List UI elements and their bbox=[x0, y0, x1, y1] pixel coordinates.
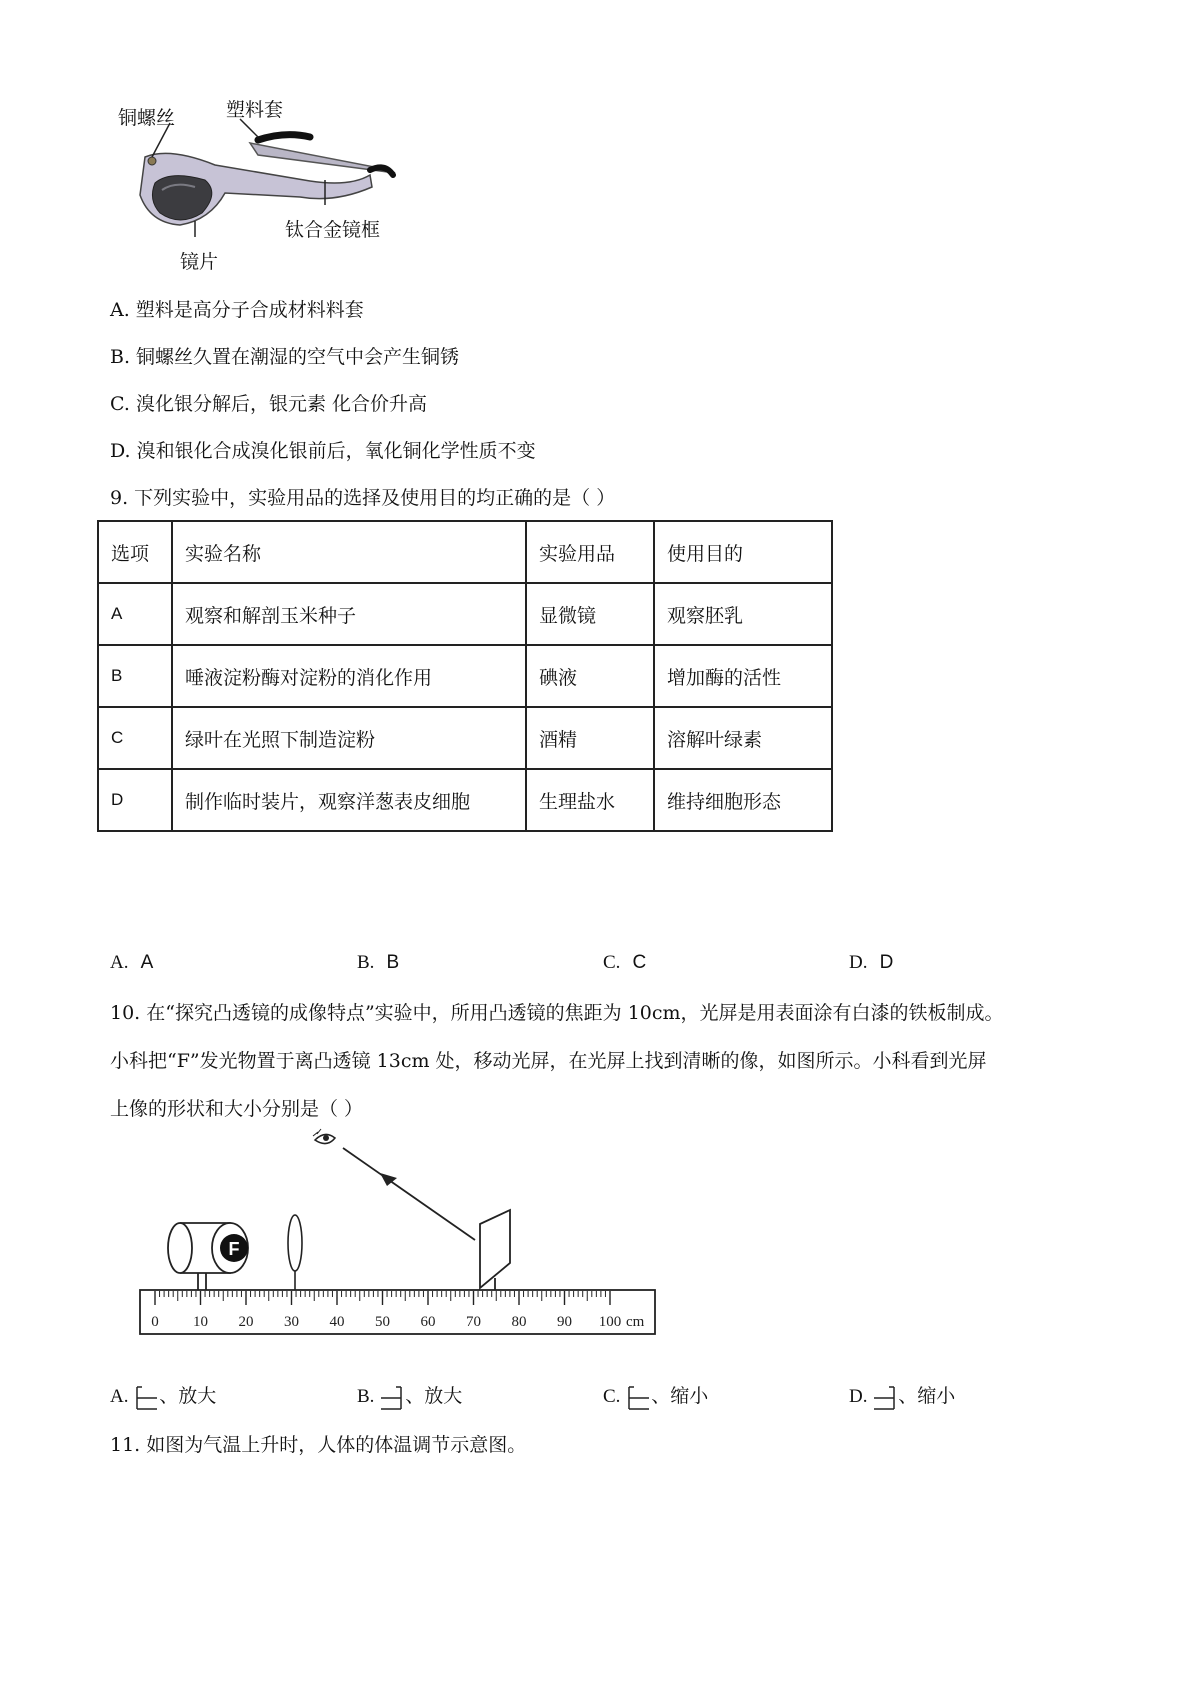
table-cell: A bbox=[98, 583, 172, 645]
ruler-tick-label: 20 bbox=[238, 1314, 254, 1330]
table-cell: 观察胚乳 bbox=[654, 583, 832, 645]
table-cell: D bbox=[98, 769, 172, 831]
ruler-tick-label: 50 bbox=[375, 1314, 390, 1330]
q10-stem-line1: 10. 在“探究凸透镜的成像特点”实验中，所用凸透镜的焦距为 10cm，光屏是用表面涂有白漆的铁板制成。 bbox=[110, 1002, 1004, 1024]
eye-icon bbox=[313, 1129, 335, 1144]
q9-choice-b[interactable] bbox=[357, 951, 399, 974]
ruler-tick-label: 90 bbox=[557, 1314, 572, 1330]
q10-stem-line2: 小科把“F”发光物置于离凸透镜 13cm 处，移动光屏，在光屏上找到清晰的像，如图所示。小科看到光屏 bbox=[110, 1050, 987, 1072]
choice-value: D bbox=[879, 952, 894, 973]
q11-stem: 11. 如图为气温上升时，人体的体温调节示意图。 bbox=[110, 1434, 527, 1456]
q10-choice-a[interactable] bbox=[110, 1381, 216, 1411]
glasses-figure bbox=[110, 95, 410, 280]
choice-label: B. bbox=[357, 952, 375, 973]
light-source-letter: F bbox=[228, 1239, 240, 1259]
label-copper-screw: 铜螺丝 bbox=[118, 107, 176, 129]
table-header-cell: 实验名称 bbox=[172, 521, 526, 583]
q8-option-d: D. 溴和银化合成溴化银前后，氧化铜化学性质不变 bbox=[110, 440, 536, 462]
table-cell: 碘液 bbox=[526, 645, 654, 707]
table-cell: B bbox=[98, 645, 172, 707]
q9-table bbox=[97, 520, 833, 832]
choice-label: D. bbox=[849, 1386, 868, 1407]
image-option-c-icon bbox=[625, 1385, 651, 1411]
table-cell: 维持细胞形态 bbox=[654, 769, 832, 831]
table-cell: 生理盐水 bbox=[526, 769, 654, 831]
q9-stem: 9. 下列实验中，实验用品的选择及使用目的均正确的是（ ） bbox=[110, 487, 616, 509]
choice-label: C. bbox=[603, 952, 621, 973]
q8-option-c: C. 溴化银分解后，银元素 化合价升高 bbox=[110, 393, 427, 415]
choice-label: A. bbox=[110, 952, 129, 973]
choice-label: D. bbox=[849, 952, 868, 973]
choice-value: C bbox=[632, 952, 647, 973]
ruler-tick-label: 80 bbox=[511, 1314, 527, 1330]
ruler-unit-label: cm bbox=[626, 1314, 645, 1330]
table-cell: 唾液淀粉酶对淀粉的消化作用 bbox=[172, 645, 526, 707]
q10-choice-d[interactable] bbox=[849, 1381, 955, 1411]
table-cell: 溶解叶绿素 bbox=[654, 707, 832, 769]
choice-value: B bbox=[386, 952, 400, 973]
table-header-cell: 选项 bbox=[98, 521, 172, 583]
ruler-tick-label: 40 bbox=[329, 1314, 345, 1330]
table-row bbox=[98, 645, 832, 707]
table-cell: C bbox=[98, 707, 172, 769]
q10-stem-line3: 上像的形状和大小分别是（ ） bbox=[110, 1098, 364, 1120]
table-cell: 酒精 bbox=[526, 707, 654, 769]
label-lens: 镜片 bbox=[180, 251, 219, 273]
choice-text: 、缩小 bbox=[898, 1386, 956, 1407]
light-screen bbox=[480, 1210, 510, 1290]
q10-choice-b[interactable] bbox=[357, 1381, 462, 1411]
table-header-cell: 使用目的 bbox=[654, 521, 832, 583]
ruler-tick-label: 60 bbox=[420, 1314, 436, 1330]
image-option-d-icon bbox=[872, 1385, 898, 1411]
choice-text: 、缩小 bbox=[651, 1386, 709, 1407]
convex-lens bbox=[288, 1215, 302, 1290]
ruler-tick-label: 100 bbox=[598, 1314, 622, 1330]
table-cell: 增加酶的活性 bbox=[654, 645, 832, 707]
image-option-b-icon bbox=[379, 1385, 405, 1411]
q10-choice-c[interactable] bbox=[603, 1381, 708, 1411]
choice-text: 、放大 bbox=[159, 1386, 217, 1407]
q8-option-a: A. 塑料是高分子合成材料料套 bbox=[110, 299, 364, 321]
table-row bbox=[98, 707, 832, 769]
table-cell: 显微镜 bbox=[526, 583, 654, 645]
label-titanium-frame: 钛合金镜框 bbox=[285, 219, 381, 241]
ruler-tick-label: 10 bbox=[193, 1314, 208, 1330]
ruler-tick-label: 30 bbox=[284, 1314, 299, 1330]
table-row bbox=[98, 583, 832, 645]
table-cell: 观察和解剖玉米种子 bbox=[172, 583, 526, 645]
table-header-cell: 实验用品 bbox=[526, 521, 654, 583]
q9-choice-c[interactable] bbox=[603, 951, 646, 974]
table-cell: 绿叶在光照下制造淀粉 bbox=[172, 707, 526, 769]
q9-choice-a[interactable] bbox=[110, 951, 153, 974]
choice-label: B. bbox=[357, 1386, 375, 1407]
table-header-row bbox=[98, 521, 832, 583]
choice-label: A. bbox=[110, 1386, 129, 1407]
choice-label: C. bbox=[603, 1386, 621, 1407]
q9-choice-d[interactable] bbox=[849, 951, 893, 974]
image-option-a-icon bbox=[133, 1385, 159, 1411]
label-plastic-sleeve: 塑料套 bbox=[226, 99, 284, 121]
choice-value: A bbox=[140, 952, 154, 973]
table-row bbox=[98, 769, 832, 831]
choice-text: 、放大 bbox=[405, 1386, 463, 1407]
light-source bbox=[168, 1223, 248, 1290]
ruler-tick-label: 70 bbox=[466, 1314, 481, 1330]
q8-option-b: B. 铜螺丝久置在潮湿的空气中会产生铜锈 bbox=[110, 346, 460, 368]
optical-bench-illustration bbox=[135, 1128, 665, 1338]
table-cell: 制作临时装片，观察洋葱表皮细胞 bbox=[172, 769, 526, 831]
optical-bench-figure bbox=[135, 1128, 665, 1338]
ruler-tick-label: 0 bbox=[151, 1314, 159, 1330]
